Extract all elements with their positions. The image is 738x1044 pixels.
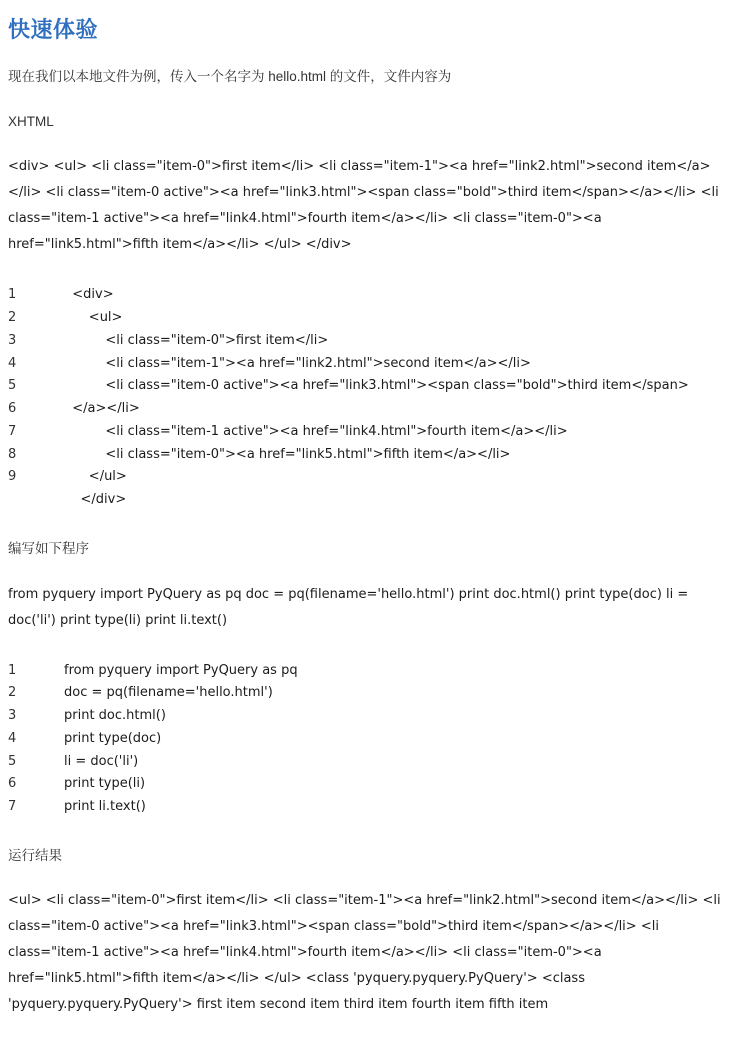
line-content: </a></li> <box>64 401 140 417</box>
line-content: print li.text() <box>64 799 146 814</box>
code-line <box>8 466 728 489</box>
line-number: 4 <box>8 730 17 746</box>
line-number: 4 <box>8 355 17 371</box>
html-inline-code: <div> <ul> <li class="item-0">first item</li> <li class="item-1"><a href="link2.html">second item</a></li> <li class="item-0 active"><a href="link3.html"><span class="bold">third item</span></a></li> <li class="item-1 active"><a href="link4.html">fourth item</a></li> <li class="item-0"><a href="link5.html">fifth item</a></li> </ul> </div> <box>8 159 719 253</box>
line-content: doc = pq(filename='hello.html') <box>64 685 273 701</box>
line-number: 2 <box>8 685 17 701</box>
result-output: <ul> <li class="item-0">first item</li> <li class="item-1"><a href="link2.html">second item</a></li> <li class="item-0 active"><a href="link3.html"><span class="bold">third item</span></a></li> <li class="item-1 active"><a href="link4.html">fourth item</a></li> <li class="item-0"><a href="link5.html">fifth item</a></li> </ul> <class 'pyquery.pyquery.PyQuery'> <class 'pyquery.pyquery.PyQuery'> first item second item third item fourth item fifth item <box>8 893 721 1013</box>
line-content: <li class="item-1 active"><a href="link4.html">fourth item</a></li> <box>64 423 568 439</box>
page-title: 快速体验 <box>8 17 99 42</box>
write-program-label: 编写如下程序 <box>8 540 89 556</box>
intro-paragraph: 现在我们以本地文件为例，传入一个名字为 hello.html 的文件，文件内容为 <box>8 69 452 85</box>
code-line <box>8 705 728 728</box>
code-line <box>8 398 728 421</box>
line-content: <li class="item-1"><a href="link2.html">second item</a></li> <box>64 355 531 371</box>
html-code-block <box>8 284 728 512</box>
line-content: <li class="item-0"><a href="link5.html">fifth item</a></li> <box>64 446 511 462</box>
line-content: <div> <box>64 287 114 303</box>
code-line <box>8 751 728 774</box>
line-number: 6 <box>8 776 17 792</box>
line-number: 5 <box>8 753 17 769</box>
code-line <box>8 682 728 705</box>
code-line <box>8 773 728 796</box>
python-code-block <box>8 660 728 819</box>
code-line <box>8 489 728 512</box>
code-line <box>8 353 728 376</box>
code-line <box>8 330 728 353</box>
line-number: 1 <box>8 287 17 303</box>
line-content: </ul> <box>64 469 127 485</box>
code-line <box>8 284 728 307</box>
line-content: print type(li) <box>64 776 146 792</box>
result-label: 运行结果 <box>8 847 62 863</box>
line-content: print doc.html() <box>64 708 166 723</box>
code-line <box>8 375 728 398</box>
line-content: from pyquery import PyQuery as pq <box>64 662 298 678</box>
line-content: print type(doc) <box>64 730 162 746</box>
line-number: 6 <box>8 401 17 417</box>
code-line <box>8 796 728 819</box>
code-line <box>8 444 728 467</box>
line-number: 3 <box>8 708 17 723</box>
language-label: XHTML <box>8 113 54 129</box>
line-content: <li class="item-0 active"><a href="link3.html"><span class="bold">third item</span> <box>64 378 689 394</box>
line-number: 7 <box>8 423 17 439</box>
line-content: li = doc('li') <box>64 753 139 769</box>
line-number: 5 <box>8 378 17 394</box>
python-inline-code: from pyquery import PyQuery as pq doc = pq(filename='hello.html') print doc.html() print type(doc) li = doc('li') print type(li) print li.text() <box>8 586 689 628</box>
code-line <box>8 421 728 444</box>
line-number: 9 <box>8 469 17 485</box>
line-number: 1 <box>8 662 17 678</box>
line-number: 3 <box>8 332 17 348</box>
line-number: 7 <box>8 799 17 814</box>
line-content: <li class="item-0">first item</li> <box>64 332 329 348</box>
line-content: </div> <box>64 492 127 508</box>
line-content: <ul> <box>64 310 123 326</box>
code-line <box>8 307 728 330</box>
code-line <box>8 660 728 683</box>
line-number: 8 <box>8 446 17 462</box>
code-line <box>8 728 728 751</box>
line-number: 2 <box>8 310 17 326</box>
